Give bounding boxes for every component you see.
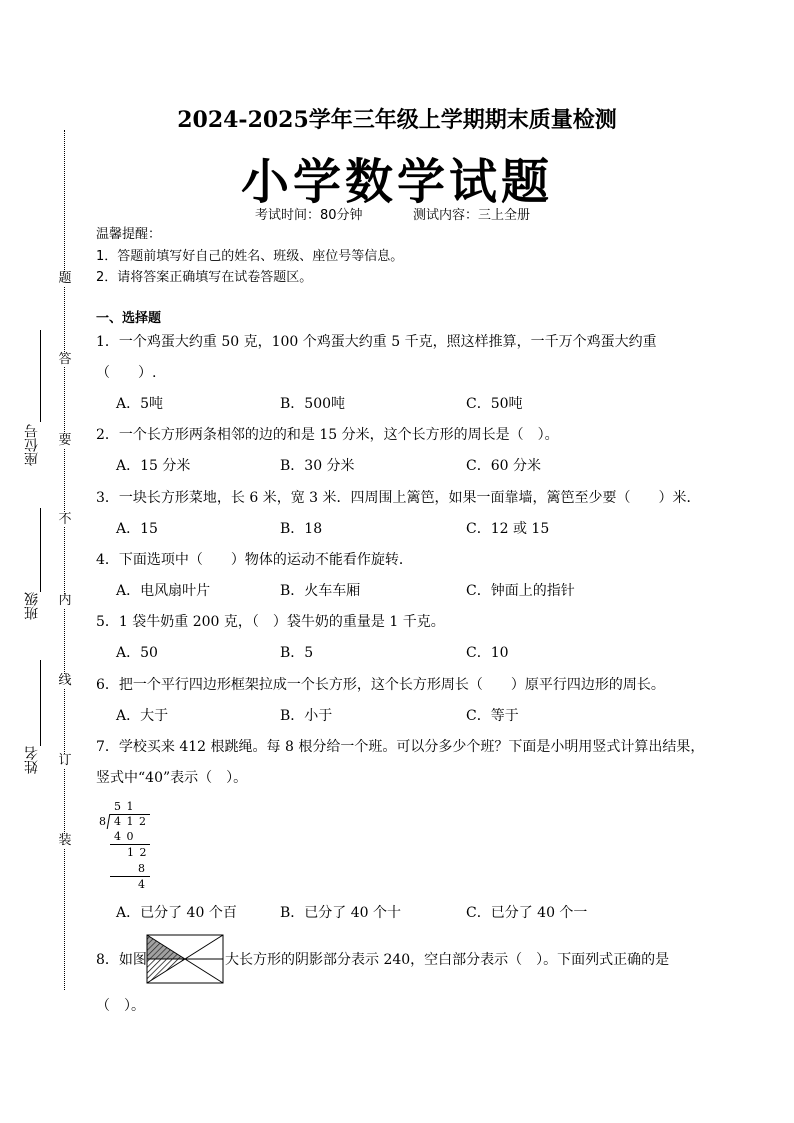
binding-char: 装: [58, 833, 72, 848]
question-text: 6．把一个平行四边形框架拉成一个长方形，这个长方形周长（ ）原平行四边形的周长。: [96, 677, 665, 693]
class-field[interactable]: [40, 508, 41, 592]
division-step: 1 2: [127, 846, 148, 859]
exam-heading: 2024-2025学年三年级上学期期末质量检测: [177, 107, 617, 133]
section-title: 一、选择题: [96, 311, 162, 326]
question-text-after-figure: 大长方形的阴影部分表示 240，空白部分表示（ ）。下面列式正确的是: [225, 952, 670, 968]
option-b[interactable]: B．18: [280, 521, 323, 537]
question-text: 7．学校买来 412 根跳绳。每 8 根分给一个班。可以分多少个班？下面是小明用竖式计算出结果，: [96, 739, 705, 755]
option-c[interactable]: C．已分了 40 个一: [466, 905, 588, 921]
seat-field[interactable]: [40, 330, 41, 422]
name-field[interactable]: [40, 660, 41, 746]
division-remainder: 4: [138, 878, 146, 891]
seat-label: 座位号: [24, 424, 40, 466]
option-b[interactable]: B．500吨: [280, 396, 346, 412]
binding-char: 订: [58, 753, 72, 768]
option-b[interactable]: B．已分了 40 个十: [280, 905, 402, 921]
binding-char: 答: [58, 352, 72, 367]
binding-char: 内: [58, 593, 72, 608]
shaded-rectangle-figure: [146, 934, 224, 984]
question-text: 8．如图: [96, 952, 147, 968]
tips-title: 温馨提醒：: [96, 227, 162, 242]
question-text: 1．一个鸡蛋大约重 50 克，100 个鸡蛋大约重 5 千克，照这样推算，一千万个鸡蛋大约重: [96, 334, 657, 350]
option-a[interactable]: A．15: [116, 521, 158, 537]
exam-time: 考试时间：80分钟: [255, 208, 363, 223]
option-a[interactable]: A．50: [116, 645, 158, 661]
question-text: 4．下面选项中（ ）物体的运动不能看作旋转．: [96, 552, 413, 568]
division-line: [110, 876, 150, 877]
division-step: 8: [138, 862, 146, 875]
question-text-cont: （ ）。: [96, 998, 145, 1014]
option-a[interactable]: A．15 分米: [116, 458, 191, 474]
option-b[interactable]: B．小于: [280, 708, 333, 724]
binding-char: 不: [58, 512, 72, 527]
option-b[interactable]: B．5: [280, 645, 314, 661]
option-c[interactable]: C．60 分米: [466, 458, 541, 474]
option-c[interactable]: C．钟面上的指针: [466, 583, 575, 599]
binding-char: 要: [58, 433, 72, 448]
division-dividend: 4 1 2: [114, 815, 147, 828]
class-label: 班级: [24, 592, 40, 620]
question-text: 5．1 袋牛奶重 200 克，（ ）袋牛奶的重量是 1 千克。: [96, 614, 445, 630]
option-b[interactable]: B．火车车厢: [280, 583, 361, 599]
division-divisor: 8: [99, 815, 107, 828]
long-division-figure: [96, 798, 166, 894]
question-text: 3．一块长方形菜地，长 6 米，宽 3 米．四周围上篱笆，如果一面靠墙，篱笆至少要（ ）米．: [96, 490, 701, 506]
binding-char: 题: [58, 271, 72, 286]
option-a[interactable]: A．5吨: [116, 396, 164, 412]
option-c[interactable]: C．12 或 15: [466, 521, 550, 537]
question-text-cont: （ ）.: [96, 365, 157, 381]
name-label: 姓名: [24, 746, 40, 774]
binding-dotted-line: [64, 130, 65, 990]
question-text-cont: 竖式中“40”表示（ ）。: [96, 770, 248, 786]
option-a[interactable]: A．电风扇叶片: [116, 583, 211, 599]
option-c[interactable]: C．10: [466, 645, 509, 661]
division-step: 4 0: [114, 830, 135, 843]
division-quotient: 5 1: [114, 800, 135, 813]
binding-char: 线: [58, 673, 72, 688]
tip-item: 2．请将答案正确填写在试卷答题区。: [96, 270, 313, 285]
option-c[interactable]: C．等于: [466, 708, 519, 724]
option-a[interactable]: A．大于: [116, 708, 169, 724]
question-text: 2．一个长方形两条相邻的边的和是 15 分米，这个长方形的周长是（ ）。: [96, 427, 559, 443]
option-c[interactable]: C．50吨: [466, 396, 523, 412]
exam-title: 小学数学试题: [240, 154, 553, 210]
tip-item: 1．答题前填写好自己的姓名、班级、座位号等信息。: [96, 249, 404, 264]
option-a[interactable]: A．已分了 40 个百: [116, 905, 237, 921]
exam-content: 测试内容：三上全册: [413, 208, 531, 223]
division-bracket: [107, 814, 111, 829]
option-b[interactable]: B．30 分米: [280, 458, 355, 474]
division-line: [110, 844, 150, 845]
